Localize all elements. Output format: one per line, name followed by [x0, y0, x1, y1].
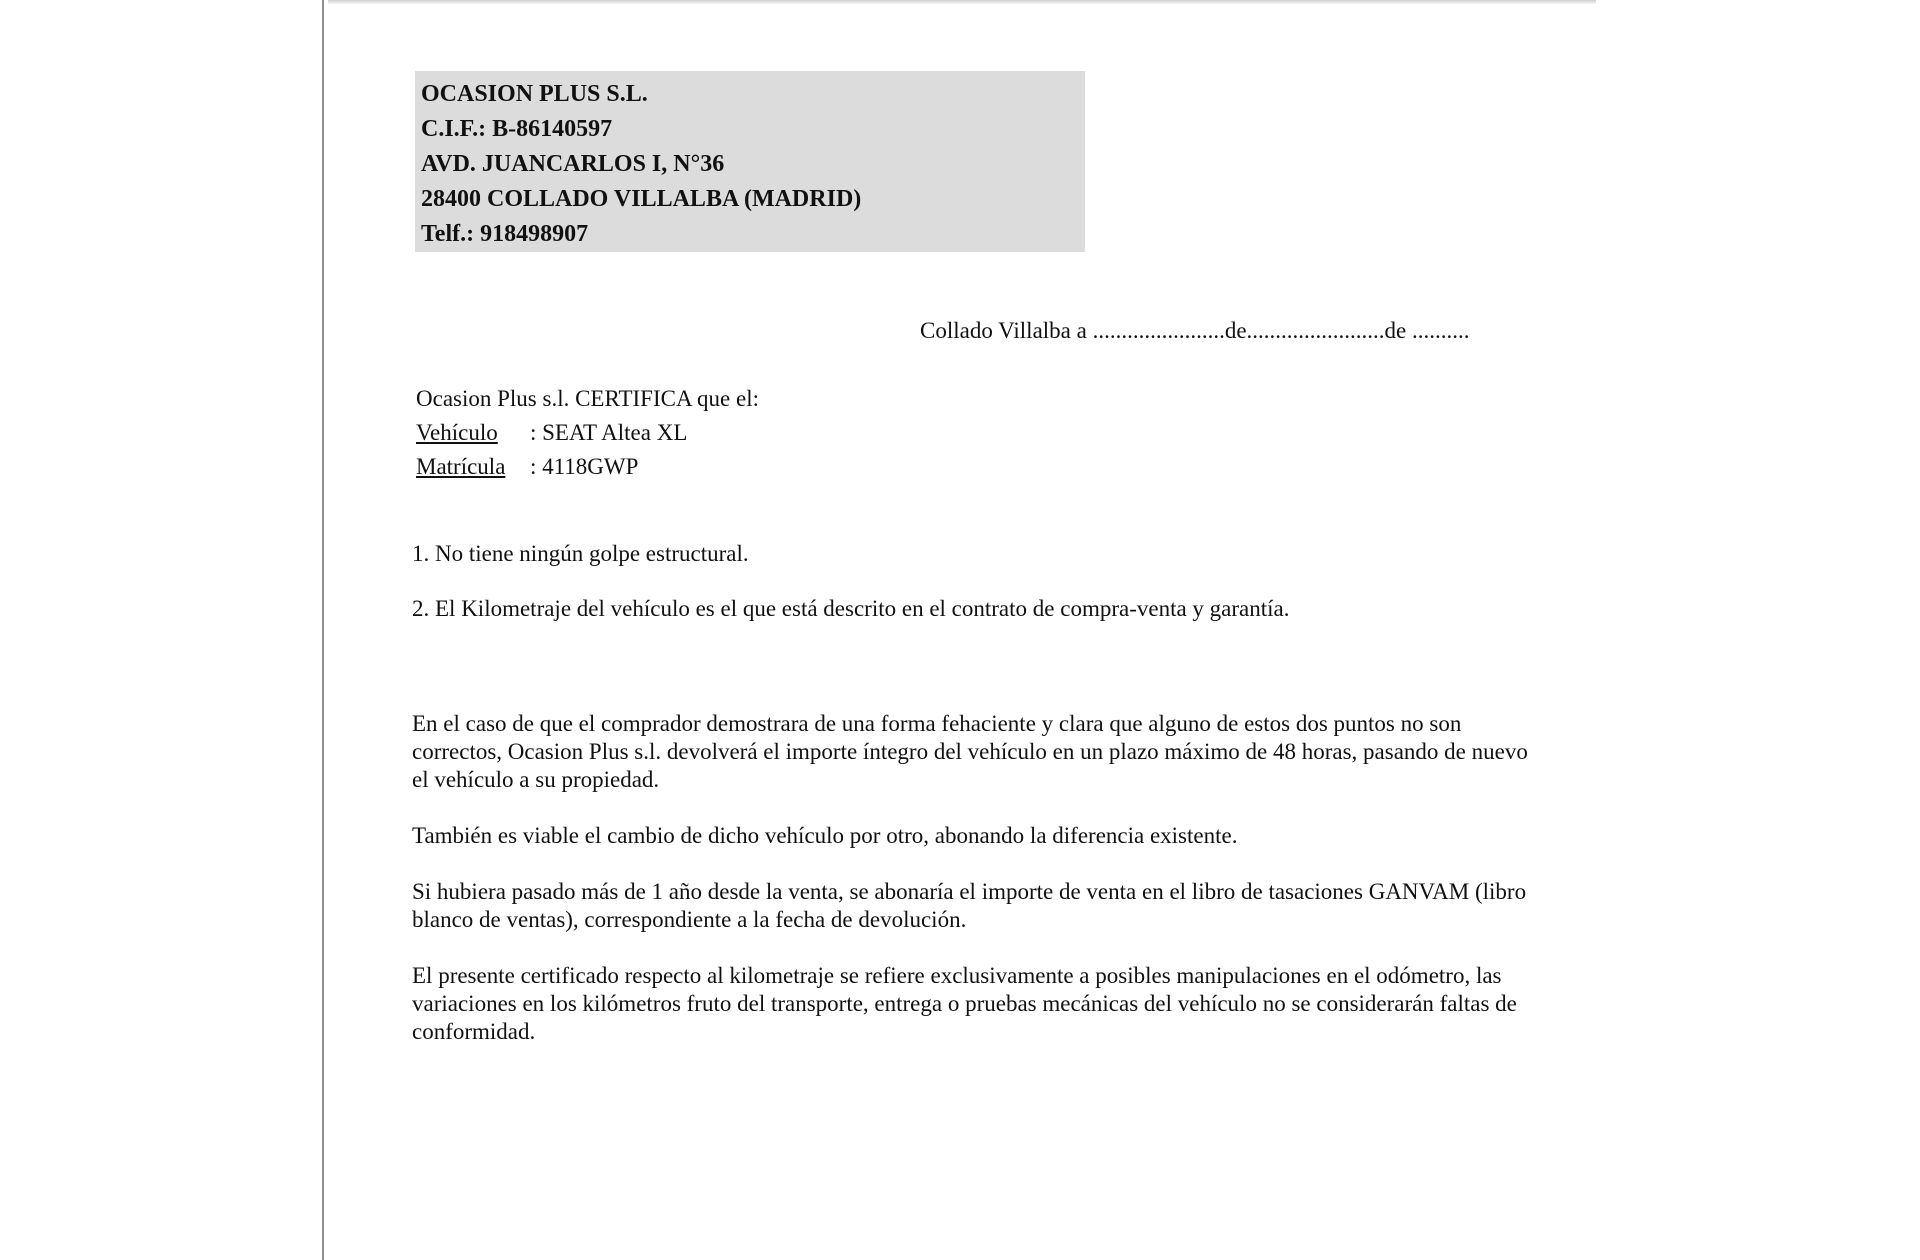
- point-item: 2. El Kilometraje del vehículo es el que está descrito en el contrato de compra-venta y garantía.: [412, 596, 1290, 621]
- company-city: 28400 COLLADO VILLALBA (MADRID): [421, 186, 862, 212]
- place-date-line: Collado Villalba a .......................de........................de ..........: [920, 318, 1470, 343]
- plate-label: Matrícula: [416, 454, 506, 479]
- vehicle-value: : SEAT Altea XL: [530, 420, 688, 445]
- document-page: [324, 0, 1596, 1260]
- company-phone: Telf.: 918498907: [421, 221, 589, 247]
- point-item: 1. No tiene ningún golpe estructural.: [412, 541, 749, 566]
- company-name: OCASION PLUS S.L.: [421, 81, 648, 107]
- vehicle-row: [416, 416, 759, 450]
- vehicle-label: Vehículo: [416, 420, 498, 445]
- paragraph: En el caso de que el comprador demostrara de una forma fehaciente y clara que alguno de estos dos puntos no son correctos, Ocasion Plus s.l. devolverá el importe íntegro del vehículo en un plazo máximo de 48 horas, pasando de nuevo el vehículo a su propiedad.: [412, 711, 1528, 792]
- certification-block: [416, 382, 759, 484]
- company-cif: C.I.F.: B-86140597: [421, 116, 613, 142]
- paragraph: Si hubiera pasado más de 1 año desde la venta, se abonaría el importe de venta en el libro de tasaciones GANVAM (libro blanco de ventas), correspondiente a la fecha de devolución.: [412, 879, 1527, 932]
- paragraph: El presente certificado respecto al kilometraje se refiere exclusivamente a posibles manipulaciones en el odómetro, las variaciones en los kilómetros fruto del transporte, entrega o pruebas mecánicas del vehículo no se considerarán faltas de conformidad.: [412, 963, 1517, 1044]
- certified-points: [412, 539, 1289, 649]
- certification-intro: Ocasion Plus s.l. CERTIFICA que el:: [416, 386, 759, 411]
- paragraph: También es viable el cambio de dicho vehículo por otro, abonando la diferencia existente.: [412, 823, 1238, 848]
- plate-row: [416, 450, 759, 484]
- company-address: AVD. JUANCARLOS I, N°36: [421, 151, 725, 177]
- conditions-text: [412, 710, 1542, 1074]
- company-header-box: [415, 71, 1085, 252]
- plate-value: : 4118GWP: [530, 454, 639, 479]
